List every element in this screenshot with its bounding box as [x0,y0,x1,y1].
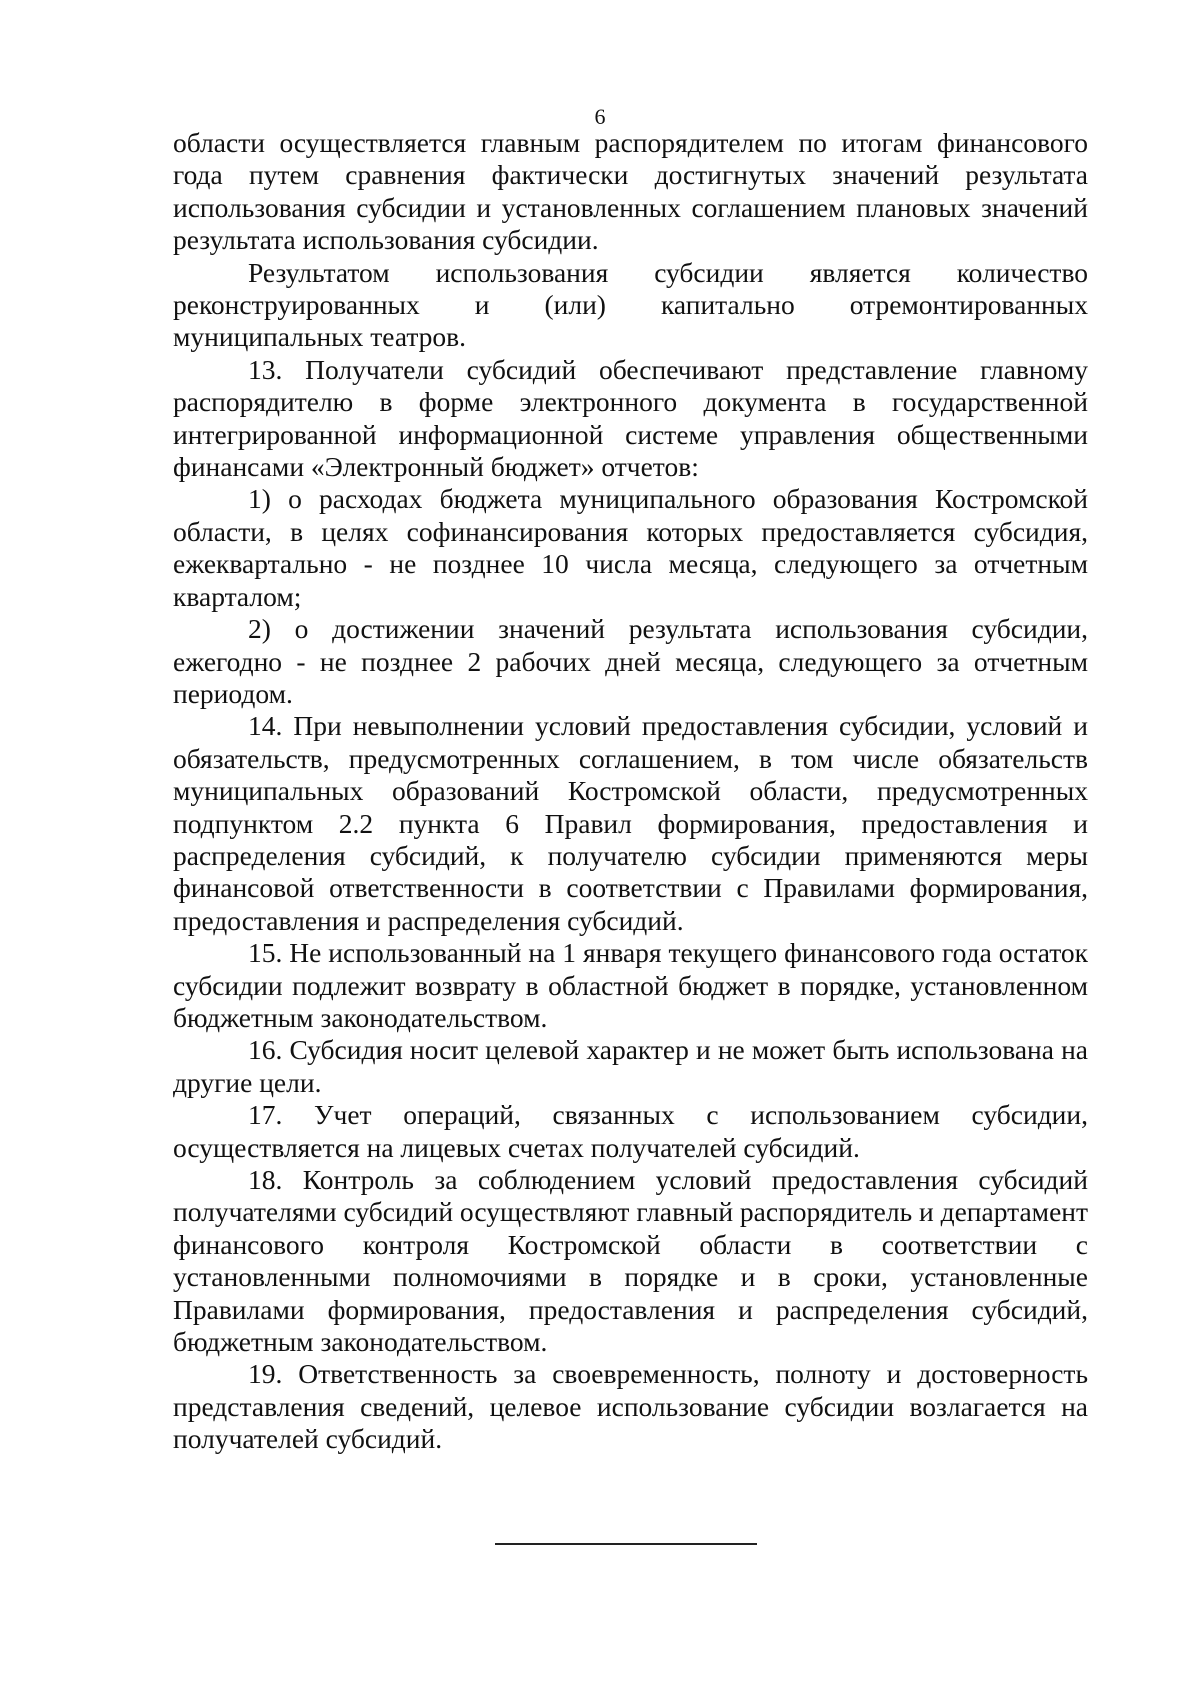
paragraph-15: 15. Не использованный на 1 января текущего финансового года остаток субсидии подлежит возврату в областной бюджет в порядке, установленном бюджетным законодательством. [173,937,1088,1033]
paragraph-continuation: области осуществляется главным распорядителем по итогам финансового года путем сравнения фактически достигнутых значений результата использования субсидии и установленных соглашением плановых значений результата использования субсидии. [173,127,1088,256]
paragraph-13-item-1: 1) о расходах бюджета муниципального образования Костромской области, в целях софинансирования которых предоставляется субсидия, ежеквартально - не позднее 10 числа месяца, следующего за отчетным кварталом; [173,483,1088,612]
paragraph-result: Результатом использования субсидии является количество реконструированных и (или) капитально отремонтированных муниципальных театров. [173,256,1088,353]
paragraph-16: 16. Субсидия носит целевой характер и не может быть использована на другие цели. [173,1034,1088,1098]
paragraph-14: 14. При невыполнении условий предоставления субсидии, условий и обязательств, предусмотренных соглашением, в том числе обязательств муниципальных образований Костромской области, предусмотренных подпунктом 2.2 пункта 6 Правил формирования, предоставления и распределения субсидий, к получателю субсидии применяются меры финансовой ответственности в соответствии с Правилами формирования, предоставления и распределения субсидий. [173,710,1088,936]
paragraph-13-item-2: 2) о достижении значений результата использования субсидии, ежегодно - не позднее 2 рабочих дней месяца, следующего за отчетным периодом. [173,613,1088,709]
document-body [173,127,1088,1456]
paragraph-17: 17. Учет операций, связанных с использованием субсидии, осуществляется на лицевых счетах получателей субсидий. [173,1099,1088,1163]
paragraph-13: 13. Получатели субсидий обеспечивают представление главному распорядителю в форме электронного документа в государственной интегрированной информационной системе управления общественными финансами «Электронный бюджет» отчетов: [173,353,1088,483]
paragraph-19: 19. Ответственность за своевременность, полноту и достоверность представления сведений, целевое использование субсидии возлагается на получателей субсидий. [173,1358,1088,1455]
end-of-document-rule [495,1543,757,1545]
paragraph-18: 18. Контроль за соблюдением условий предоставления субсидий получателями субсидий осуществляют главный распорядитель и департамент финансового контроля Костромской области в соответствии с установленными полномочиями в порядке и в сроки, установленные Правилами формирования, предоставления и распределения субсидий, бюджетным законодательством. [173,1164,1089,1358]
page-number: 6 [594,104,606,129]
